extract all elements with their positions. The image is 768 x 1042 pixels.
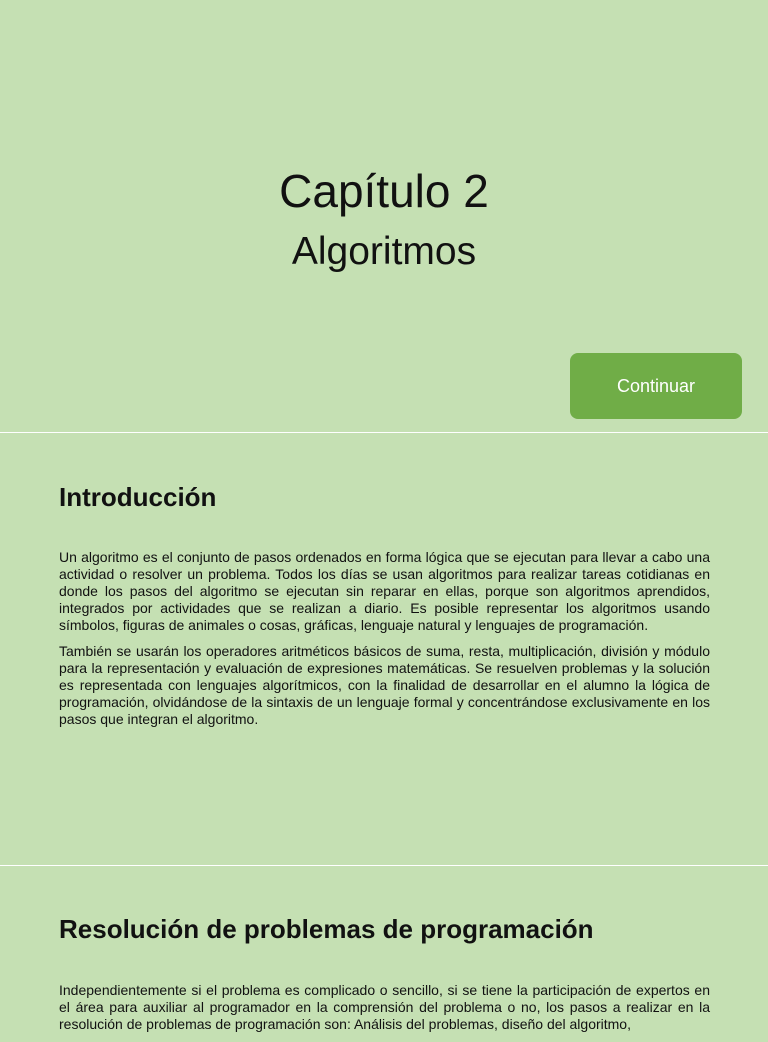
chapter-title: Capítulo 2 xyxy=(279,165,489,217)
paragraph: Independientemente si el problema es complicado o sencillo, si se tiene la participación de expertos en el área para auxiliar al programador en la comprensión del problema o no, los pasos a realizar en la resolución de problemas de programación son: Análisis del problemas, diseño del algoritmo, xyxy=(59,982,710,1032)
paragraph: Un algoritmo es el conjunto de pasos ordenados en forma lógica que se ejecutan para llevar a cabo una actividad o resolver un problema. Todos los días se usan algoritmos para realizar tareas cotidianas en donde los pasos del algoritmo se ejecutan sin reparar en ellas, porque son algoritmos aprendidos, integrados por actividades que se realizan a diario. Es posible representar los algoritmos usando símbolos, figuras de animales o cosas, gráficas, lenguaje natural y lenguajes de programación. xyxy=(59,549,710,633)
title-slide xyxy=(0,0,768,432)
section-resolucion-problemas xyxy=(59,910,710,1042)
section-heading: Introducción xyxy=(59,482,217,512)
section-heading: Resolución de problemas de programación xyxy=(59,914,594,944)
section-body xyxy=(59,982,710,1033)
paragraph: También se usarán los operadores aritméticos básicos de suma, resta, multiplicación, división y módulo para la representación y evaluación de expresiones matemáticas. Se resuelven problemas y la solución es representada con lenguajes algorítmicos, con la finalidad de desarrollar en el alumno la lógica de programación, olvidándose de la sintaxis de un lenguaje formal y concentrándose exclusivamente en los pasos que integran el algoritmo. xyxy=(59,643,710,727)
page-divider xyxy=(0,432,768,433)
continue-button[interactable]: Continuar xyxy=(570,353,742,419)
section-introduccion xyxy=(59,478,710,737)
section-body xyxy=(59,549,710,728)
chapter-subtitle: Algoritmos xyxy=(291,230,477,273)
page-divider xyxy=(0,865,768,866)
